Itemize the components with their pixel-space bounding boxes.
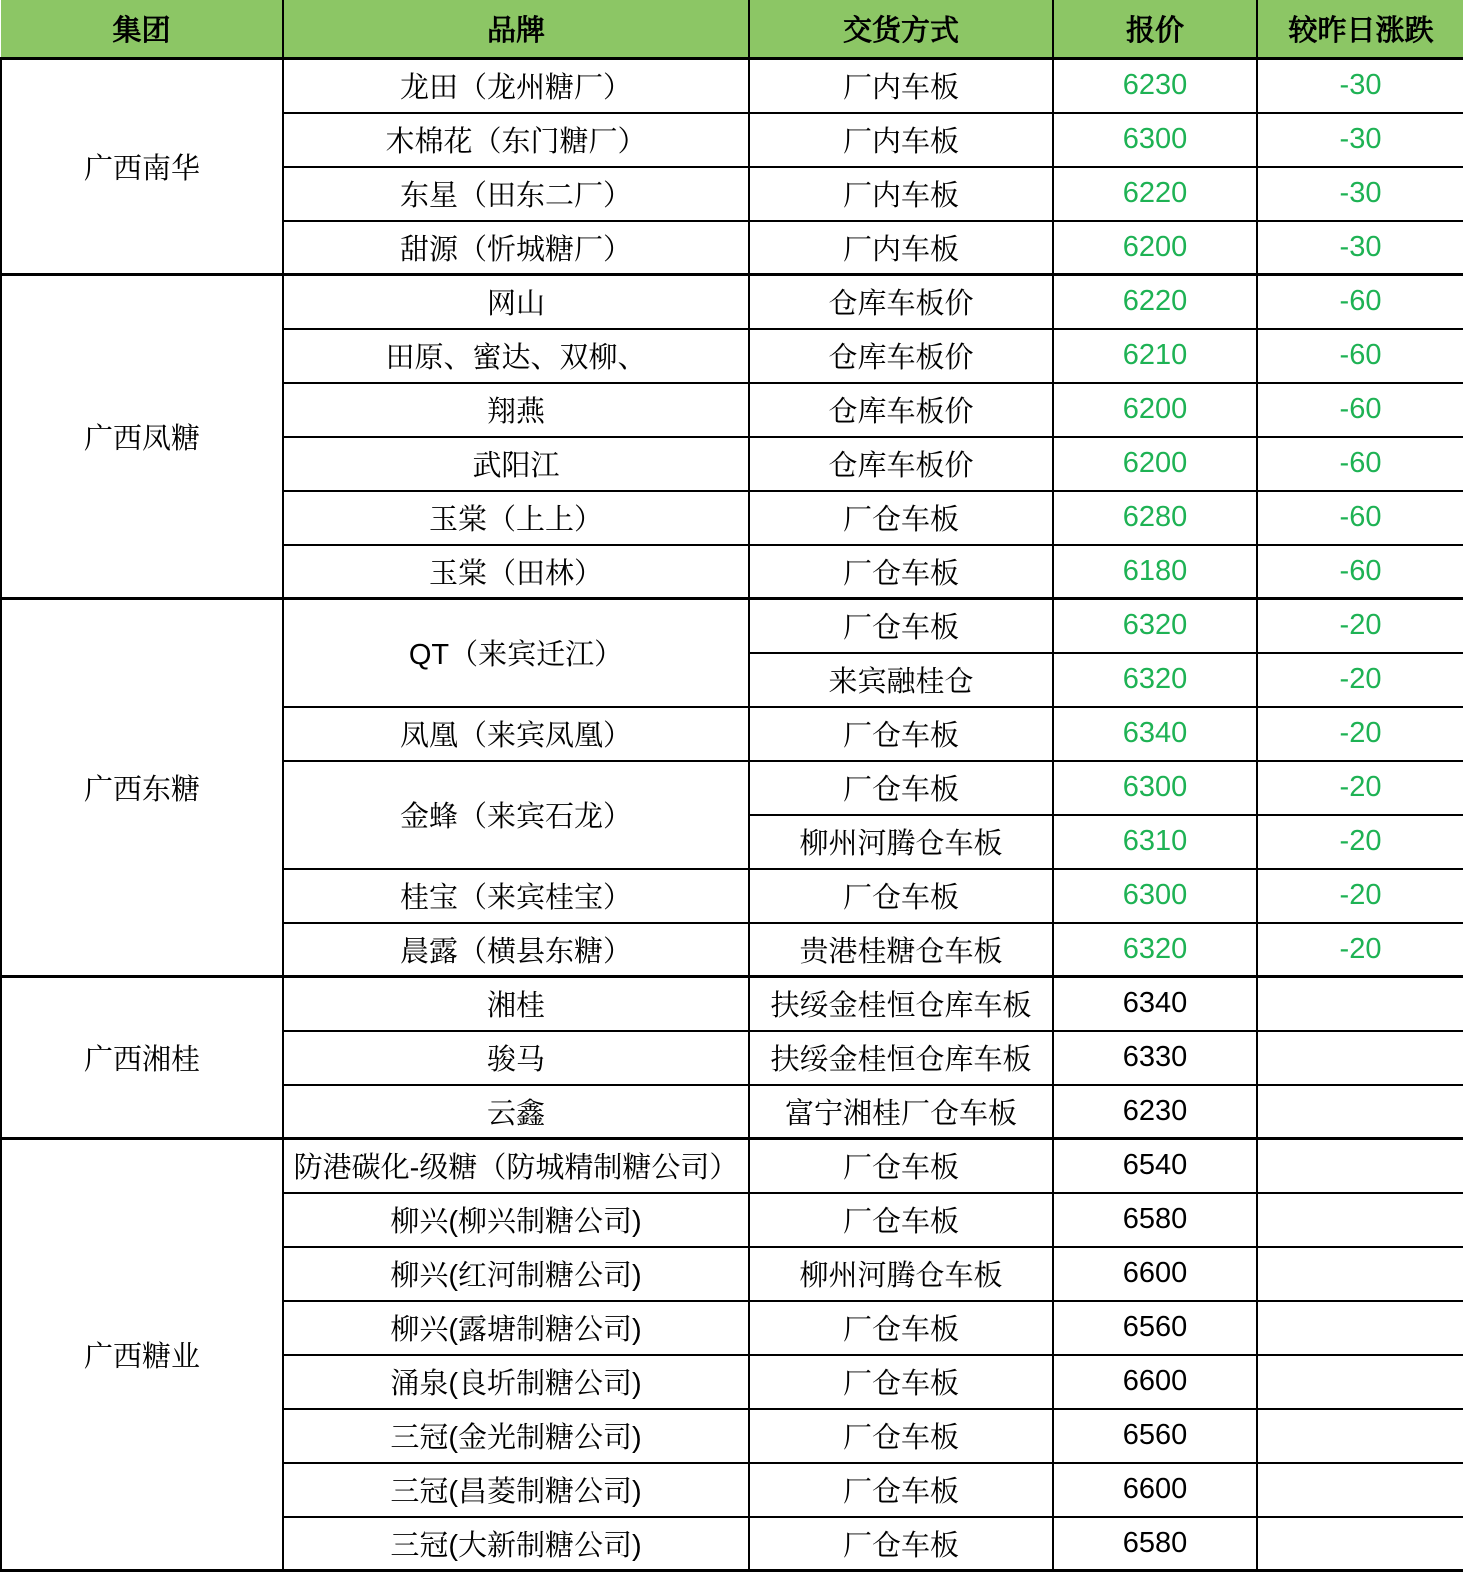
change-cell: -20 xyxy=(1257,599,1463,653)
group-cell: 广西凤糖 xyxy=(1,275,283,599)
price-cell: 6580 xyxy=(1053,1193,1257,1247)
group-cell: 广西糖业 xyxy=(1,1139,283,1571)
brand-cell: 武阳江 xyxy=(283,437,749,491)
price-cell: 6300 xyxy=(1053,113,1257,167)
brand-cell: 金蜂（来宾石龙） xyxy=(283,761,749,869)
delivery-cell: 来宾融桂仓 xyxy=(749,653,1053,707)
price-cell: 6310 xyxy=(1053,815,1257,869)
brand-cell: 木棉花（东门糖厂） xyxy=(283,113,749,167)
column-header: 品牌 xyxy=(283,0,749,59)
delivery-cell: 厂仓车板 xyxy=(749,1517,1053,1571)
delivery-cell: 厂内车板 xyxy=(749,167,1053,221)
change-cell xyxy=(1257,1517,1463,1571)
price-cell: 6200 xyxy=(1053,437,1257,491)
price-cell: 6340 xyxy=(1053,977,1257,1031)
group-cell: 广西南华 xyxy=(1,59,283,275)
change-cell: -60 xyxy=(1257,545,1463,599)
change-cell: -20 xyxy=(1257,761,1463,815)
price-cell: 6230 xyxy=(1053,1085,1257,1139)
price-cell: 6540 xyxy=(1053,1139,1257,1193)
change-cell: -20 xyxy=(1257,923,1463,977)
brand-cell: 晨露（横县东糖） xyxy=(283,923,749,977)
delivery-cell: 厂仓车板 xyxy=(749,1409,1053,1463)
delivery-cell: 厂仓车板 xyxy=(749,1139,1053,1193)
brand-cell: 柳兴(柳兴制糖公司) xyxy=(283,1193,749,1247)
change-cell: -60 xyxy=(1257,329,1463,383)
brand-cell: 柳兴(红河制糖公司) xyxy=(283,1247,749,1301)
column-header: 较昨日涨跌 xyxy=(1257,0,1463,59)
price-cell: 6600 xyxy=(1053,1463,1257,1517)
change-cell: -60 xyxy=(1257,491,1463,545)
price-cell: 6300 xyxy=(1053,869,1257,923)
brand-cell: 三冠(昌菱制糖公司) xyxy=(283,1463,749,1517)
change-cell: -30 xyxy=(1257,221,1463,275)
brand-cell: 玉棠（田林） xyxy=(283,545,749,599)
delivery-cell: 厂仓车板 xyxy=(749,1463,1053,1517)
change-cell: -20 xyxy=(1257,707,1463,761)
brand-cell: 云鑫 xyxy=(283,1085,749,1139)
delivery-cell: 厂内车板 xyxy=(749,221,1053,275)
change-cell: -20 xyxy=(1257,653,1463,707)
brand-cell: 三冠(大新制糖公司) xyxy=(283,1517,749,1571)
table-row xyxy=(1,977,1463,1031)
change-cell: -30 xyxy=(1257,59,1463,113)
price-cell: 6210 xyxy=(1053,329,1257,383)
price-cell: 6600 xyxy=(1053,1247,1257,1301)
column-header: 报价 xyxy=(1053,0,1257,59)
price-cell: 6560 xyxy=(1053,1409,1257,1463)
delivery-cell: 扶绥金桂恒仓库车板 xyxy=(749,1031,1053,1085)
price-cell: 6220 xyxy=(1053,275,1257,329)
price-cell: 6340 xyxy=(1053,707,1257,761)
delivery-cell: 扶绥金桂恒仓库车板 xyxy=(749,977,1053,1031)
price-cell: 6200 xyxy=(1053,383,1257,437)
change-cell: -60 xyxy=(1257,383,1463,437)
brand-cell: 东星（田东二厂） xyxy=(283,167,749,221)
table-row xyxy=(1,275,1463,329)
brand-cell: 凤凰（来宾凤凰） xyxy=(283,707,749,761)
delivery-cell: 厂仓车板 xyxy=(749,707,1053,761)
delivery-cell: 厂仓车板 xyxy=(749,761,1053,815)
price-cell: 6280 xyxy=(1053,491,1257,545)
change-cell xyxy=(1257,1085,1463,1139)
change-cell: -60 xyxy=(1257,437,1463,491)
change-cell xyxy=(1257,1193,1463,1247)
price-cell: 6220 xyxy=(1053,167,1257,221)
brand-cell: 田原、蜜达、双柳、 xyxy=(283,329,749,383)
change-cell xyxy=(1257,1409,1463,1463)
brand-cell: 网山 xyxy=(283,275,749,329)
price-cell: 6600 xyxy=(1053,1355,1257,1409)
group-cell: 广西东糖 xyxy=(1,599,283,977)
delivery-cell: 柳州河腾仓车板 xyxy=(749,1247,1053,1301)
price-cell: 6300 xyxy=(1053,761,1257,815)
brand-cell: 桂宝（来宾桂宝） xyxy=(283,869,749,923)
delivery-cell: 厂仓车板 xyxy=(749,491,1053,545)
delivery-cell: 富宁湘桂厂仓车板 xyxy=(749,1085,1053,1139)
table-row xyxy=(1,59,1463,113)
price-cell: 6180 xyxy=(1053,545,1257,599)
brand-cell: 涌泉(良圻制糖公司) xyxy=(283,1355,749,1409)
price-cell: 6320 xyxy=(1053,599,1257,653)
change-cell xyxy=(1257,1301,1463,1355)
table-row xyxy=(1,599,1463,653)
table-header xyxy=(1,0,1463,59)
price-cell: 6580 xyxy=(1053,1517,1257,1571)
brand-cell: 骏马 xyxy=(283,1031,749,1085)
brand-cell: 三冠(金光制糖公司) xyxy=(283,1409,749,1463)
group-cell: 广西湘桂 xyxy=(1,977,283,1139)
column-header: 集团 xyxy=(1,0,283,59)
change-cell xyxy=(1257,1355,1463,1409)
column-header: 交货方式 xyxy=(749,0,1053,59)
change-cell: -30 xyxy=(1257,113,1463,167)
change-cell xyxy=(1257,1139,1463,1193)
delivery-cell: 仓库车板价 xyxy=(749,437,1053,491)
price-cell: 6200 xyxy=(1053,221,1257,275)
change-cell: -60 xyxy=(1257,275,1463,329)
price-cell: 6230 xyxy=(1053,59,1257,113)
brand-cell: 柳兴(露塘制糖公司) xyxy=(283,1301,749,1355)
price-cell: 6560 xyxy=(1053,1301,1257,1355)
table-body xyxy=(1,59,1463,1571)
brand-cell: 龙田（龙州糖厂） xyxy=(283,59,749,113)
delivery-cell: 厂仓车板 xyxy=(749,1193,1053,1247)
change-cell: -20 xyxy=(1257,869,1463,923)
change-cell xyxy=(1257,1031,1463,1085)
change-cell xyxy=(1257,1463,1463,1517)
brand-cell: 湘桂 xyxy=(283,977,749,1031)
brand-cell: 甜源（忻城糖厂） xyxy=(283,221,749,275)
change-cell xyxy=(1257,1247,1463,1301)
brand-cell: QT（来宾迁江） xyxy=(283,599,749,707)
delivery-cell: 厂仓车板 xyxy=(749,599,1053,653)
price-cell: 6320 xyxy=(1053,653,1257,707)
delivery-cell: 仓库车板价 xyxy=(749,275,1053,329)
brand-cell: 防港碳化-级糖（防城精制糖公司） xyxy=(283,1139,749,1193)
change-cell: -20 xyxy=(1257,815,1463,869)
delivery-cell: 厂内车板 xyxy=(749,59,1053,113)
price-cell: 6320 xyxy=(1053,923,1257,977)
brand-cell: 翔燕 xyxy=(283,383,749,437)
change-cell xyxy=(1257,977,1463,1031)
delivery-cell: 柳州河腾仓车板 xyxy=(749,815,1053,869)
delivery-cell: 仓库车板价 xyxy=(749,383,1053,437)
delivery-cell: 仓库车板价 xyxy=(749,329,1053,383)
delivery-cell: 厂仓车板 xyxy=(749,545,1053,599)
delivery-cell: 厂仓车板 xyxy=(749,1355,1053,1409)
delivery-cell: 贵港桂糖仓车板 xyxy=(749,923,1053,977)
delivery-cell: 厂仓车板 xyxy=(749,869,1053,923)
delivery-cell: 厂内车板 xyxy=(749,113,1053,167)
delivery-cell: 厂仓车板 xyxy=(749,1301,1053,1355)
change-cell: -30 xyxy=(1257,167,1463,221)
brand-cell: 玉棠（上上） xyxy=(283,491,749,545)
table-row xyxy=(1,1139,1463,1193)
header-row xyxy=(1,0,1463,59)
price-cell: 6330 xyxy=(1053,1031,1257,1085)
